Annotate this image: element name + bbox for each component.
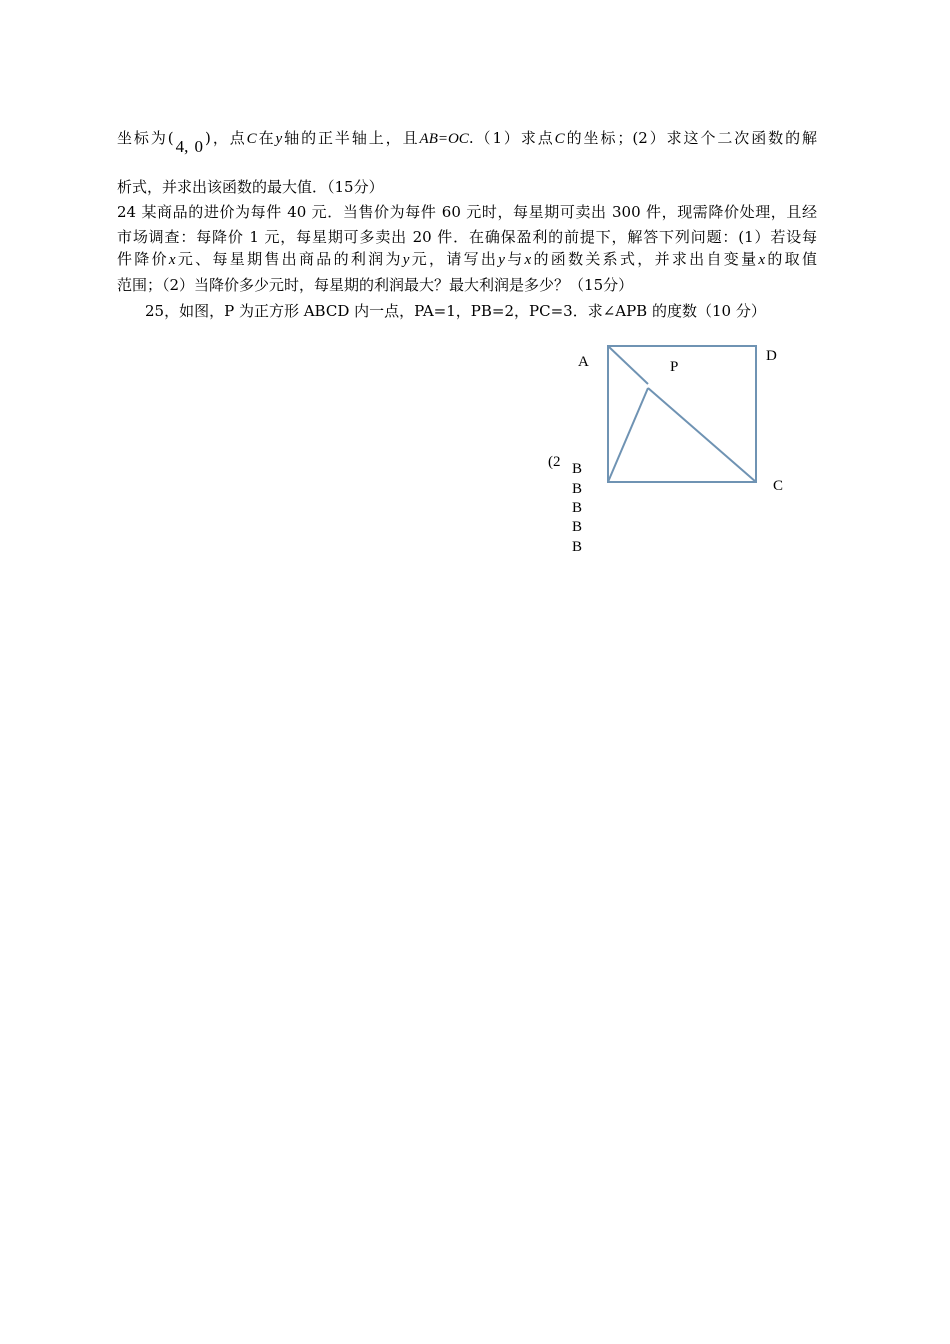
var-x: x (524, 252, 532, 268)
problem24-line4: 范围；（2）当降价多少元时，每星期的利润最大？最大利润是多少？（15分） (117, 276, 634, 294)
var-x: x (758, 252, 766, 268)
text-segment: 与 (504, 250, 525, 268)
segment-pc (648, 388, 756, 482)
label-b: B (572, 500, 583, 516)
text-segment: 坐标为( (117, 129, 174, 147)
text-segment: 轴的正半轴上，且 (282, 129, 420, 147)
var-x: x (168, 252, 176, 268)
problem24-line3 (117, 250, 817, 269)
label-p: P (670, 359, 679, 375)
text-segment: )，点 (205, 129, 247, 147)
square-figure (540, 338, 800, 568)
label-paren: (2 (548, 454, 561, 470)
text-segment: 在 (256, 129, 276, 147)
text-segment: 的取值 (765, 250, 817, 268)
var-y: y (402, 252, 410, 268)
label-d: D (766, 348, 777, 364)
segment-pa (608, 346, 648, 384)
text-segment: 的函数关系式，并求出自变量 (531, 250, 759, 268)
text-segment: 件降价 (117, 250, 169, 268)
label-b: B (572, 461, 583, 477)
text-segment: .（1）求点 (468, 129, 555, 147)
point-coordinates: 4, 0 (175, 137, 204, 156)
var-C: C (246, 131, 257, 147)
problem25-text: 25，如图，P 为正方形 ABCD 内一点，PA=1，PB=2，PC=3．求∠APB 的度数（10 分） (145, 302, 766, 320)
text-segment: 元，请写出 (409, 250, 499, 268)
var-y: y (275, 131, 283, 147)
problem24-line2: 市场调查：每降价 1 元，每星期可多卖出 20 件．在确保盈利的前提下，解答下列问题：(1）若设每 (117, 228, 817, 246)
segment-pb (608, 388, 648, 482)
label-b: B (572, 539, 583, 555)
label-a: A (578, 354, 589, 370)
problem23-line1 (117, 129, 817, 156)
label-c: C (773, 478, 784, 494)
label-b: B (572, 519, 583, 535)
var-y: y (498, 252, 505, 268)
text-segment: 元、每星期售出商品的利润为 (175, 250, 403, 268)
text-segment: 的坐标；(2）求这个二次函数的解 (564, 129, 817, 147)
label-b: B (572, 481, 583, 497)
var-C: C (554, 131, 565, 147)
problem24-line1: 24 某商品的进价为每件 40 元．当售价为每件 60 元时，每星期可卖出 300 件，现需降价处理，且经 (117, 203, 817, 221)
equation-ab-oc: AB=OC (419, 131, 469, 147)
problem23-line2: 析式，并求出该函数的最大值．（15分） (117, 178, 384, 196)
